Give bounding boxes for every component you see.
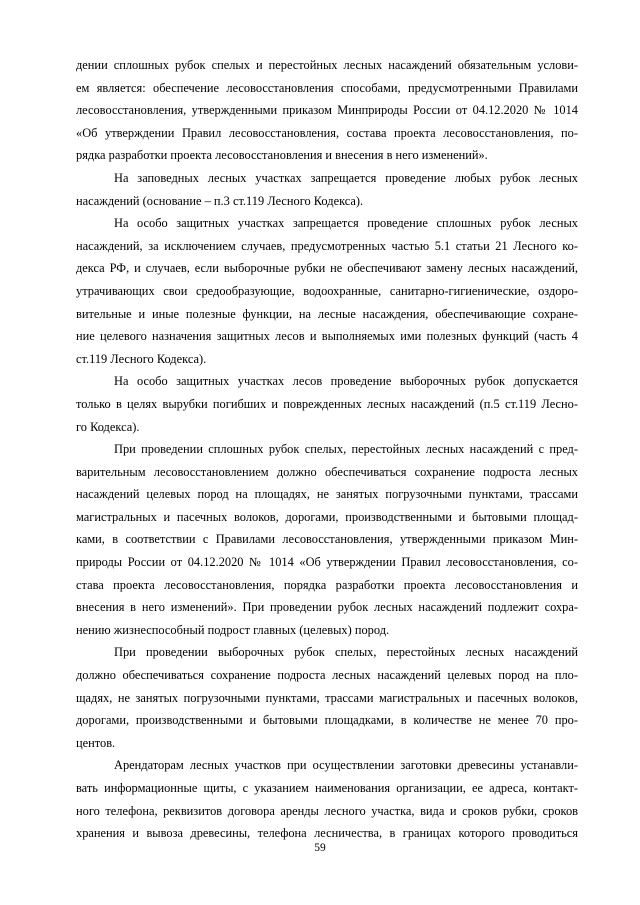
text-line: должно обеспечиваться сохранение подроста лесных насаждений целевых пород на пло- [76,668,578,683]
text-line: магистральных и пасечных волоков, дорогами, производственными и бытовыми площад- [76,509,578,524]
text-line: вительные и иные полезные функции, на лесные насаждения, обеспечивающие сохране- [76,306,578,321]
text-line: лесовосстановления, утвержденными приказом Минприроды России от 04.12.2020 № 1014 [76,103,578,118]
text-line: дении сплошных рубок спелых и перестойных лесных насаждений обязательным услови- [76,58,578,72]
text-line: ного телефона, реквизитов договора аренды лесного участка, вида и сроков рубки, сроков [76,803,578,818]
text-line: Арендаторам лесных участков при осуществлении заготовки древесины устанавли- [114,758,578,773]
text-line: нению жизнеспособный подрост главных (целевых) пород. [76,622,390,637]
text-line: природы России от 04.12.2020 № 1014 «Об утверждении Правил лесовосстановления, со- [76,555,578,570]
text-line: насаждений (основание – п.3 ст.119 Лесного Кодекса). [76,193,364,208]
text-line: «Об утверждении Правил лесовосстановления, состава проекта лесовосстановления, по- [76,125,578,140]
text-line: дорогами, производственными и бытовыми площадками, в количестве не менее 70 про- [76,713,578,728]
text-line: При проведении сплошных рубок спелых, перестойных лесных насаждений с пред- [114,442,578,457]
text-line: варительным лесовосстановлением должно обеспечиваться сохранение подроста лесных [76,464,578,479]
text-line: При проведении выборочных рубок спелых, перестойных лесных насаждений [114,645,578,660]
text-line: ние целевого назначения защитных лесов и выполняемых ими полезных функций (часть 4 [76,329,578,344]
text-line: На особо защитных участках запрещается проведение сплошных рубок лесных [114,216,578,231]
text-line: насаждений, за исключением случаев, предусмотренных частью 5.1 статьи 21 Лесного ко- [76,238,578,253]
text-line: На особо защитных участках лесов проведение выборочных рубок допускается [114,374,578,389]
body-text [76,54,578,845]
text-line: центов. [76,735,116,750]
page-number: 59 [314,842,326,854]
text-line: рядка разработки проекта лесовосстановления и внесения в него изменений». [76,148,488,163]
text-line: вать информационные щиты, с указанием наименования организации, ее адреса, контакт- [76,781,578,795]
text-line: насаждений целевых пород на площадях, не занятых погрузочными пунктами, трассами [76,487,578,502]
text-line: ками, в соответствии с Правилами лесовосстановления, утвержденными приказом Мин- [76,532,578,547]
text-line: утрачивающих свои средообразующие, водоохранные, санитарно-гигиенические, оздоро- [76,283,578,298]
text-line: щадях, не занятых погрузочными пунктами, трассами магистральных и пасечных волоков, [76,690,578,705]
text-line: На заповедных лесных участках запрещается проведение любых рубок лесных [114,170,578,185]
text-line: хранения и вывоза древесины, телефона лесничества, в границах которого проводиться [76,826,578,841]
text-line: го Кодекса). [76,419,140,434]
text-line: внесения в него изменений». При проведении рубок лесных насаждений подлежит сохра- [76,600,578,615]
text-line: декса РФ, и случаев, если выборочные рубки не обеспечивают замену лесных насаждений, [76,261,578,276]
text-line: ст.119 Лесного Кодекса). [76,351,207,366]
text-line: только в целях вырубки погибших и поврежденных лесных насаждений (п.5 ст.119 Лесно- [76,396,578,411]
text-line: става проекта лесовосстановления, порядка разработки проекта лесовосстановления и [76,577,578,592]
text-line: ем является: обеспечение лесовосстановления способами, предусмотренными Правилами [76,80,578,95]
